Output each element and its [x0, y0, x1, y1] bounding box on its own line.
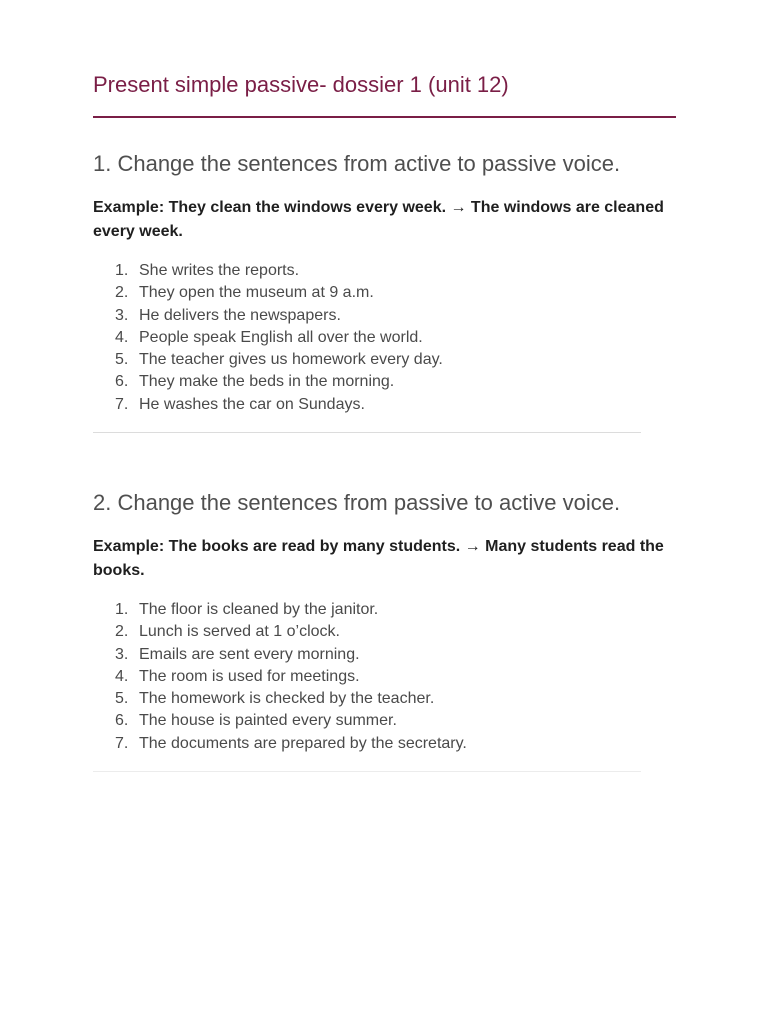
list-item	[93, 644, 676, 666]
example-sentence: Example: They clean the windows every week. → The windows are cleaned every week.	[93, 199, 664, 240]
item-number: 4.	[115, 667, 129, 685]
list-item	[93, 260, 676, 282]
title-divider	[93, 116, 676, 118]
item-text: People speak English all over the world.	[139, 328, 423, 346]
list-item	[93, 349, 676, 371]
item-text: The teacher gives us homework every day.	[139, 351, 443, 369]
item-text: The homework is checked by the teacher.	[139, 690, 435, 708]
item-text: He delivers the newspapers.	[139, 306, 341, 324]
section-divider	[93, 771, 641, 772]
section-divider	[93, 432, 641, 433]
item-text: The house is painted every summer.	[139, 712, 397, 730]
item-text: The floor is cleaned by the janitor.	[139, 601, 379, 618]
exercise-list	[93, 599, 676, 755]
item-number: 1.	[115, 262, 129, 279]
item-text: They make the beds in the morning.	[139, 373, 395, 391]
list-item	[93, 327, 676, 349]
item-text: She writes the reports.	[139, 262, 300, 279]
list-item	[93, 688, 676, 710]
item-number: 3.	[115, 645, 129, 663]
item-number: 2.	[115, 623, 129, 641]
item-text: The documents are prepared by the secretary.	[139, 734, 467, 752]
item-number: 5.	[115, 351, 129, 369]
item-number: 4.	[115, 328, 129, 346]
item-text: They open the museum at 9 a.m.	[139, 284, 374, 302]
item-text: The room is used for meetings.	[139, 667, 360, 685]
item-number: 2.	[115, 284, 129, 302]
item-text: Emails are sent every morning.	[139, 645, 360, 663]
item-number: 5.	[115, 690, 129, 708]
example-sentence: Example: The books are read by many students. → Many students read the books.	[93, 538, 664, 579]
list-item	[93, 621, 676, 643]
item-number: 7.	[115, 395, 129, 413]
list-item	[93, 710, 676, 732]
item-number: 6.	[115, 712, 129, 730]
item-text: Lunch is served at 1 o’clock.	[139, 623, 340, 641]
list-item	[93, 599, 676, 621]
item-number: 3.	[115, 306, 129, 324]
list-item	[93, 371, 676, 393]
exercise-list	[93, 260, 676, 416]
list-item	[93, 305, 676, 327]
item-number: 7.	[115, 734, 129, 752]
section-active-to-passive	[93, 148, 676, 433]
item-number: 1.	[115, 601, 129, 618]
item-text: He washes the car on Sundays.	[139, 395, 365, 413]
section-heading: 1. Change the sentences from active to passive voice.	[93, 151, 621, 176]
list-item	[93, 394, 676, 416]
section-passive-to-active	[93, 487, 676, 772]
item-number: 6.	[115, 373, 129, 391]
document-title: Present simple passive- dossier 1 (unit 12)	[93, 72, 509, 97]
section-heading: 2. Change the sentences from passive to active voice.	[93, 490, 621, 515]
list-item	[93, 282, 676, 304]
list-item	[93, 733, 676, 755]
list-item	[93, 666, 676, 688]
